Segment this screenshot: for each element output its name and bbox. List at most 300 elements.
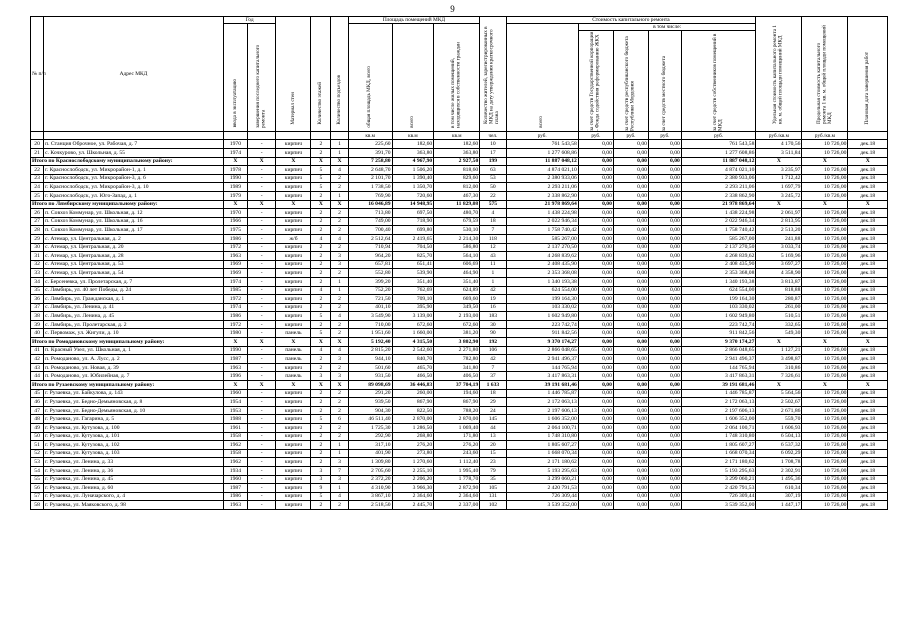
table-cell: 4 268 839,62	[681, 252, 756, 261]
table-cell: 199	[480, 157, 506, 166]
table-cell: 35	[31, 286, 44, 295]
table-cell: 0,00	[578, 329, 613, 338]
table-cell: X	[756, 157, 802, 166]
table-cell: 3	[331, 475, 349, 484]
table-cell: 14 948,95	[392, 200, 434, 209]
header-cost-group: Стоимость капитального ремонта	[506, 17, 756, 24]
table-cell: X	[331, 381, 349, 390]
table-cell: 341,80	[434, 363, 480, 372]
table-cell: 17	[480, 149, 506, 158]
table-cell: 43	[480, 252, 506, 261]
table-cell: кирпич	[276, 149, 311, 158]
table-cell: 118	[480, 234, 506, 243]
table-cell: 1 277 608,86	[506, 149, 578, 158]
table-cell: 0,00	[613, 303, 648, 312]
header-unit-cost: Удельная стоимость капитального ремонта 1 кв. м. общей площади помещений МКД	[772, 25, 784, 125]
address-cell: г. Краснослободск, ул. Юго-Запад, д. 1	[44, 191, 224, 200]
table-cell: 9 370 174,27	[681, 338, 756, 347]
table-cell: 3	[311, 475, 331, 484]
table-cell: 0,00	[578, 441, 613, 450]
table-cell: -	[247, 140, 275, 149]
table-cell: 2	[331, 501, 349, 510]
table-cell: 43	[31, 363, 44, 372]
table-cell: 363,80	[434, 149, 480, 158]
table-cell: 0,00	[613, 475, 648, 484]
table-cell: 818,88	[756, 286, 802, 295]
table-cell: 1 805 607,27	[506, 441, 578, 450]
table-cell: 2 648,70	[348, 166, 392, 175]
table-cell: 1975	[223, 226, 247, 235]
table-cell: 2	[311, 355, 331, 364]
table-cell: 0,00	[578, 406, 613, 415]
table-cell: 0,00	[648, 140, 681, 149]
table-cell: 42	[480, 286, 506, 295]
header-area-total: общая площадь МКД, всего	[366, 66, 373, 128]
table-cell: ж/б	[276, 234, 311, 243]
table-cell: 2 193,00	[434, 312, 480, 321]
table-cell: 2	[311, 363, 331, 372]
table-row	[31, 191, 888, 200]
table-cell: 939,50	[348, 398, 392, 407]
table-cell: 3 299 060,21	[681, 475, 756, 484]
table-cell: дек.18	[848, 140, 888, 149]
table-cell: 1972	[223, 243, 247, 252]
table-cell: 944,10	[348, 355, 392, 364]
table-cell: X	[848, 381, 888, 390]
table-cell: -	[247, 398, 275, 407]
table-cell: 0,00	[648, 415, 681, 424]
table-cell: X	[756, 381, 802, 390]
table-cell: 0,00	[648, 329, 681, 338]
table-cell: кирпич	[276, 466, 311, 475]
table-cell: 52	[31, 449, 44, 458]
table-cell: 2 338 862,90	[506, 191, 578, 200]
address-cell: г. Рузаевка, ул. Ленина, д. 45	[44, 475, 224, 484]
table-cell: 10 726,00	[802, 501, 848, 510]
table-cell: 726 309,44	[506, 492, 578, 501]
table-cell: 0,00	[578, 346, 613, 355]
table-cell: 3 867,10	[348, 492, 392, 501]
table-row	[31, 312, 888, 321]
table-cell: 911 842,56	[681, 329, 756, 338]
table-cell: 10 726,00	[802, 226, 848, 235]
table-cell: 90	[480, 329, 506, 338]
unit-cell	[311, 132, 331, 140]
table-cell: 399,20	[348, 277, 392, 286]
table-cell: -	[247, 458, 275, 467]
address-cell: г. Рузаевка, ул. Байкулова, д. 143	[44, 389, 224, 398]
table-cell: 10 726,00	[802, 243, 848, 252]
table-cell: 1962	[223, 441, 247, 450]
table-cell: дек.18	[848, 372, 888, 381]
header-cost-rep: за счет средств республиканского бюджета Республики Мордовия	[624, 36, 636, 132]
table-cell: 1966	[223, 217, 247, 226]
table-cell: 10 726,00	[802, 320, 848, 329]
table-cell: 0,00	[613, 157, 648, 166]
table-cell: -	[247, 424, 275, 433]
table-cell: 38	[31, 312, 44, 321]
table-cell: 530,10	[434, 226, 480, 235]
table-cell: дек.18	[848, 260, 888, 269]
table-cell: 4	[331, 492, 349, 501]
table-row	[31, 183, 888, 192]
table-cell: 223 742,74	[506, 320, 578, 329]
table-cell: 363,80	[392, 149, 434, 158]
table-cell: 145	[480, 415, 506, 424]
table-cell: 5	[311, 174, 331, 183]
table-cell: 1 660,00	[392, 329, 434, 338]
table-cell: 0,00	[613, 501, 648, 510]
table-cell: 2	[331, 174, 349, 183]
table-cell: 10 726,00	[802, 484, 848, 493]
table-cell: 10 726,00	[802, 140, 848, 149]
address-cell: с. Лямбирь, ул. Пролетарская, д. 2	[44, 320, 224, 329]
table-cell: 1 112,40	[434, 458, 480, 467]
table-cell: -	[247, 295, 275, 304]
table-cell: 2	[331, 303, 349, 312]
table-cell: -	[247, 406, 275, 415]
address-cell: с. Атемар, ул. Центральная, д. 20	[44, 243, 224, 252]
table-cell: 21 978 869,64	[506, 200, 578, 209]
unit-cell	[848, 132, 888, 140]
table-cell: 697,50	[392, 209, 434, 218]
table-cell: 10 726,00	[802, 217, 848, 226]
table-cell: 55	[31, 475, 44, 484]
table-cell: 0,00	[578, 149, 613, 158]
table-cell: 401,10	[348, 303, 392, 312]
table-cell: 45	[31, 389, 44, 398]
table-cell: 223 742,74	[681, 320, 756, 329]
table-cell: 3	[331, 372, 349, 381]
table-body	[31, 140, 888, 510]
table-cell: 1 712,42	[756, 174, 802, 183]
address-cell: с. Атемар, ул. Центральная, д. 2	[44, 234, 224, 243]
table-cell: 1 738,50	[348, 183, 392, 192]
table-cell: 0,00	[578, 424, 613, 433]
table-cell: 50	[31, 432, 44, 441]
address-cell: с. Лямбирь, ул. Ленина, д. 45	[44, 312, 224, 321]
table-row	[31, 466, 888, 475]
table-cell: 0,00	[648, 209, 681, 218]
table-cell: 2 101,70	[348, 174, 392, 183]
table-cell: 2	[331, 295, 349, 304]
table-cell: 0,00	[578, 312, 613, 321]
table-cell: 4 170,56	[756, 140, 802, 149]
table-cell: 0,00	[578, 277, 613, 286]
table-cell: -	[247, 441, 275, 450]
table-cell: 0,00	[648, 243, 681, 252]
table-cell: 539,90	[392, 269, 434, 278]
table-cell: 10 726,00	[802, 329, 848, 338]
table-cell: 762,69	[392, 286, 434, 295]
table-cell: 317,10	[348, 441, 392, 450]
table-cell: 42	[31, 355, 44, 364]
table-cell: 2 137 270,50	[506, 243, 578, 252]
table-cell: 351,40	[434, 277, 480, 286]
table-cell: 0,00	[613, 329, 648, 338]
table-cell: 49	[31, 424, 44, 433]
table-cell: 0,00	[648, 217, 681, 226]
table-cell: дек.18	[848, 329, 888, 338]
table-cell: 1934	[223, 466, 247, 475]
table-cell: X	[311, 200, 331, 209]
address-cell: г. Рузаевка, ул. Маяковского, д. 98	[44, 501, 224, 510]
table-cell: 0,00	[613, 372, 648, 381]
table-cell: 0,00	[578, 157, 613, 166]
table-cell: 2 870,00	[392, 415, 434, 424]
unit-cell: руб.	[681, 132, 756, 140]
table-cell: 2 064 100,71	[506, 424, 578, 433]
table-cell: кирпич	[276, 320, 311, 329]
table-cell: 10 726,00	[802, 252, 848, 261]
table-cell: дек.18	[848, 424, 888, 433]
table-cell: 351,40	[392, 277, 434, 286]
table-cell: 0,00	[613, 260, 648, 269]
table-cell: 2	[311, 226, 331, 235]
table-cell: 501,60	[348, 363, 392, 372]
table-cell: 1 668 070,34	[681, 449, 756, 458]
table-cell: 704,50	[392, 243, 434, 252]
table-cell: 2 353 368,08	[506, 269, 578, 278]
table-cell: 2 419,65	[392, 234, 434, 243]
table-cell: 10 726,00	[802, 303, 848, 312]
table-cell: -	[247, 320, 275, 329]
table-cell: 1 340 193,38	[681, 277, 756, 286]
unit-cell: руб./кв.м	[756, 132, 802, 140]
table-cell: 3 539 352,00	[506, 501, 578, 510]
table-cell: кирпич	[276, 191, 311, 200]
table-cell: 564,10	[434, 252, 480, 261]
table-cell: 0,00	[613, 174, 648, 183]
table-cell: 2	[311, 501, 331, 510]
table-row	[31, 149, 888, 158]
table-cell: кирпич	[276, 492, 311, 501]
table-cell: дек.18	[848, 406, 888, 415]
table-cell: 280,87	[756, 295, 802, 304]
table-cell: дек.18	[848, 209, 888, 218]
table-cell: 36 446,83	[392, 381, 434, 390]
table-cell: X	[756, 200, 802, 209]
table-cell: 10 726,00	[802, 346, 848, 355]
table-cell: X	[331, 200, 349, 209]
table-cell: 0,00	[613, 286, 648, 295]
table-cell: 752,20	[348, 286, 392, 295]
address-cell: п. Совхоз Коммунар, ул. Школьная, д. 16	[44, 217, 224, 226]
table-cell: дек.18	[848, 149, 888, 158]
table-cell: 1 708,78	[756, 458, 802, 467]
table-cell: 5 193 295,63	[506, 466, 578, 475]
table-cell: X	[276, 157, 311, 166]
table-cell: 24	[480, 406, 506, 415]
table-cell: 0,00	[613, 415, 648, 424]
table-cell: 1986	[223, 234, 247, 243]
table-cell: 3	[331, 260, 349, 269]
table-cell: 3 498,87	[756, 355, 802, 364]
table-cell: -	[247, 449, 275, 458]
table-cell: 1 995,40	[434, 466, 480, 475]
table-cell: 1961	[223, 424, 247, 433]
address-cell: г. Рузаевка, ул. Гагарина, д. 5	[44, 415, 224, 424]
header-num: № п/п	[31, 17, 44, 132]
table-cell: 10 726,00	[802, 260, 848, 269]
table-cell: 0,00	[648, 501, 681, 510]
table-cell: 672,60	[434, 320, 480, 329]
table-cell: дек.18	[848, 449, 888, 458]
table-cell: дек.18	[848, 217, 888, 226]
table-cell: 7	[331, 466, 349, 475]
table-cell: 0,00	[578, 209, 613, 218]
unit-cell: руб.	[578, 132, 613, 140]
table-cell: 0,00	[613, 200, 648, 209]
address-cell: с. Атемар, ул. Центральная, д. 54	[44, 269, 224, 278]
table-cell: 3 511,84	[756, 149, 802, 158]
table-cell: 10	[480, 140, 506, 149]
table-cell: 2 171 180,62	[506, 458, 578, 467]
table-cell: 2	[311, 243, 331, 252]
table-cell: дек.18	[848, 320, 888, 329]
table-cell: дек.18	[848, 174, 888, 183]
table-cell: 1	[331, 149, 349, 158]
table-cell: 2	[331, 398, 349, 407]
table-cell: кирпич	[276, 415, 311, 424]
table-cell: 0,00	[578, 338, 613, 347]
table-cell: 3	[331, 252, 349, 261]
table-cell: 1 758 740,42	[506, 226, 578, 235]
address-cell: с. Лямбирь, ул. Ленина, д. 41	[44, 303, 224, 312]
table-cell: 1996	[223, 372, 247, 381]
table-cell: X	[223, 381, 247, 390]
table-cell: 0,00	[648, 286, 681, 295]
unit-cell: кв.м	[434, 132, 480, 140]
table-cell: 1 606 352,00	[506, 415, 578, 424]
table-cell: 22	[31, 166, 44, 175]
table-cell: 0,00	[613, 398, 648, 407]
table-cell: 510,51	[756, 312, 802, 321]
table-cell: 0,00	[578, 320, 613, 329]
table-cell: 575	[480, 200, 506, 209]
table-cell: 2 941 496,37	[506, 355, 578, 364]
table-cell: 34	[31, 277, 44, 286]
unit-cell: руб.	[648, 132, 681, 140]
address-cell: с. Лямбирь, ул. 40 лет Победы, д. 24	[44, 286, 224, 295]
table-cell: 194,60	[434, 389, 480, 398]
header-area-all: всего	[409, 116, 416, 128]
table-cell: 3 033,74	[756, 243, 802, 252]
table-cell: 225,60	[348, 140, 392, 149]
table-cell: 822,50	[392, 406, 434, 415]
table-cell: 10 726,00	[802, 372, 848, 381]
table-cell: 749,00	[348, 217, 392, 226]
address-cell: г. Рузаевка, ул. Кутузова, д. 102	[44, 441, 224, 450]
table-row	[31, 424, 888, 433]
table-cell: 89 098,69	[348, 381, 392, 390]
table-cell: 105	[480, 484, 506, 493]
address-cell: п. Совхоз Коммунар, ул. Школьная, д. 17	[44, 226, 224, 235]
table-cell: 19	[480, 295, 506, 304]
table-cell: 1987	[223, 484, 247, 493]
table-cell: -	[247, 183, 275, 192]
table-cell: 10 726,00	[802, 355, 848, 364]
table-cell: 0,00	[648, 166, 681, 175]
table-cell: 0,00	[613, 312, 648, 321]
table-cell: 16	[480, 303, 506, 312]
table-cell: 28	[31, 226, 44, 235]
table-cell: 1974	[223, 303, 247, 312]
table-cell: кирпич	[276, 406, 311, 415]
table-cell: дек.18	[848, 458, 888, 467]
unit-cell: руб.	[506, 132, 578, 140]
table-cell: панель	[276, 346, 311, 355]
table-cell: 0,00	[648, 372, 681, 381]
table-cell: кирпич	[276, 286, 311, 295]
table-cell: X	[276, 381, 311, 390]
table-cell: дек.18	[848, 398, 888, 407]
table-cell: 2	[331, 243, 349, 252]
table-cell: 0,00	[613, 458, 648, 467]
table-cell: 2	[311, 406, 331, 415]
table-cell: 1 805 607,27	[681, 441, 756, 450]
table-cell: 1 495,36	[756, 475, 802, 484]
table-cell: 769,90	[348, 191, 392, 200]
table-cell: 0,00	[648, 183, 681, 192]
address-cell: г. Краснослободск, ул. Микрорайон-1, д. 1	[44, 166, 224, 175]
table-cell: 3 549,90	[348, 312, 392, 321]
table-cell: 4 874 021,10	[681, 166, 756, 175]
address-cell: г. Рузаевка, ул. Кутузова, д. 101	[44, 432, 224, 441]
table-cell: дек.18	[848, 475, 888, 484]
table-cell: панель	[276, 329, 311, 338]
table-cell: 0,00	[613, 381, 648, 390]
table-cell: панель	[276, 372, 311, 381]
table-cell: 904,30	[348, 406, 392, 415]
table-cell: 1 602 949,80	[681, 312, 756, 321]
table-cell: 291,20	[348, 389, 392, 398]
table-cell: -	[247, 277, 275, 286]
table-cell: 464,90	[434, 269, 480, 278]
table-cell: 51	[31, 441, 44, 450]
table-row	[31, 329, 888, 338]
table-cell: X	[331, 157, 349, 166]
table-cell: 53	[480, 174, 506, 183]
table-cell: 0,00	[648, 475, 681, 484]
table-cell: -	[247, 389, 275, 398]
table-cell: 1	[480, 277, 506, 286]
table-cell: 761 543,58	[506, 140, 578, 149]
table-cell: 349,50	[434, 303, 480, 312]
table-cell: 4	[331, 234, 349, 243]
table-cell: 2	[311, 458, 331, 467]
header-cost-fed: за счет средств Государственной корпорации - Фонда содействия реформированию ЖКХ	[589, 32, 601, 132]
table-cell: 36	[31, 295, 44, 304]
table-cell: 0,00	[578, 286, 613, 295]
table-cell: 911 842,56	[506, 329, 578, 338]
table-cell: 1 309,80	[348, 458, 392, 467]
table-cell: 23	[31, 174, 44, 183]
table-cell: кирпич	[276, 243, 311, 252]
table-cell: 1	[331, 277, 349, 286]
table-cell: 585 267,00	[506, 234, 578, 243]
table-cell: 273,80	[392, 449, 434, 458]
table-cell: 3	[311, 466, 331, 475]
table-cell: 48	[31, 415, 44, 424]
table-cell: 292,90	[348, 432, 392, 441]
table-cell: 2	[331, 269, 349, 278]
table-cell: X	[276, 200, 311, 209]
table-cell: 1 438 224,98	[506, 209, 578, 218]
table-cell: 2 302,91	[756, 466, 802, 475]
table-cell: 1 390,40	[392, 174, 434, 183]
table-cell: 0,00	[578, 260, 613, 269]
